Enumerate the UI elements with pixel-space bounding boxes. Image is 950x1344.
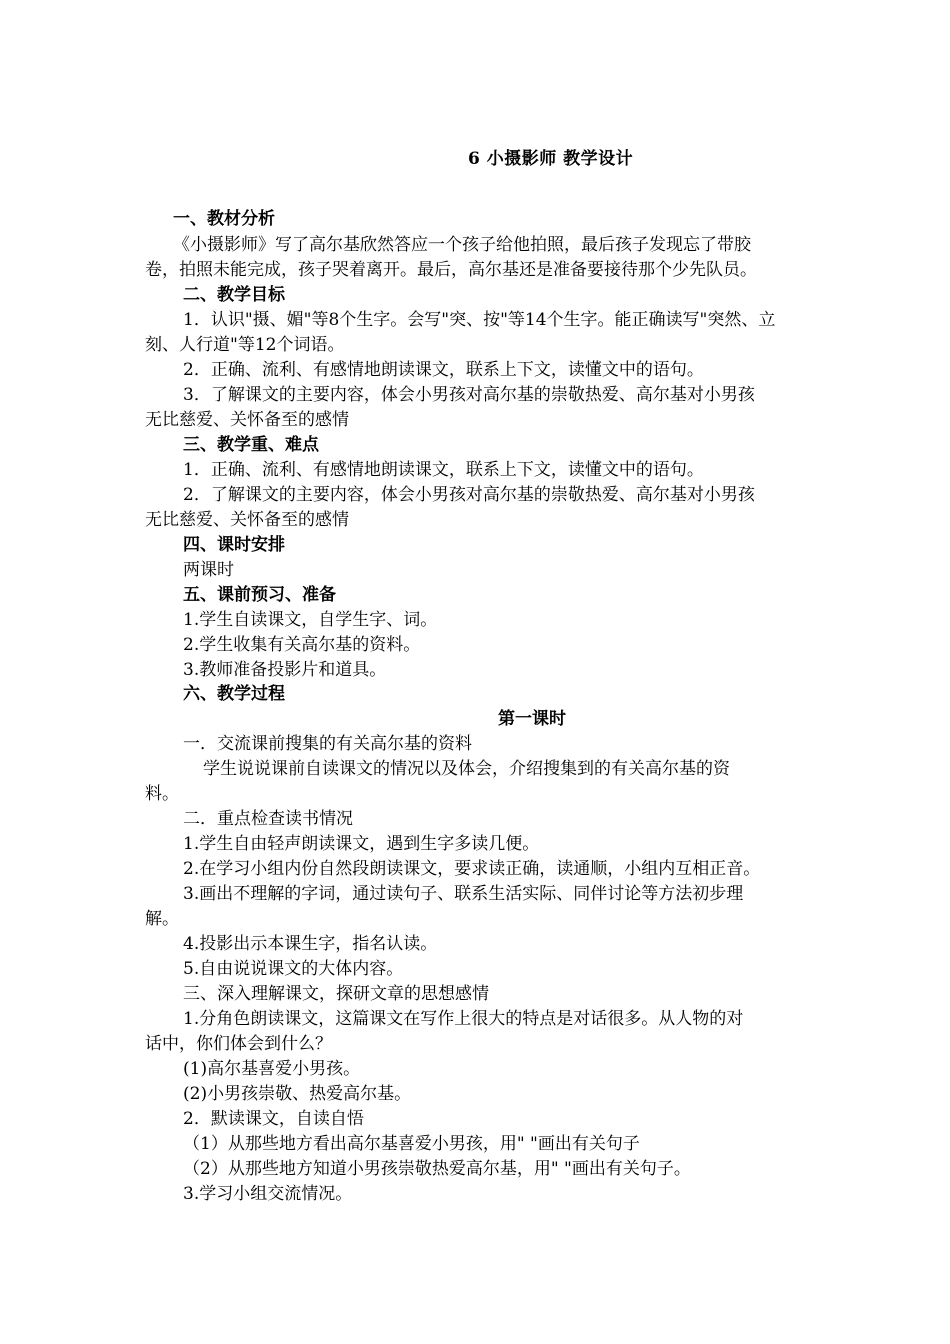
keypoint-line: 1．正确、流利、有感情地朗读课文，联系上下文，读懂文中的语句。 [183, 460, 704, 480]
lesson-line: 二．重点检查读书情况 [183, 809, 353, 829]
lesson-line: 3.学习小组交流情况。 [183, 1184, 353, 1204]
section-heading-keypoints: 三、教学重、难点 [183, 435, 319, 455]
section-heading-goals: 二、教学目标 [183, 285, 285, 305]
lesson-line: 5.自由说说课文的大体内容。 [183, 959, 404, 979]
lesson-line: 学生说说课前自读课文的情况以及体会，介绍搜集到的有关高尔基的资 [203, 759, 730, 779]
section-heading-schedule: 四、课时安排 [183, 535, 285, 555]
lesson-line: 解。 [145, 909, 179, 929]
prep-line: 3.教师准备投影片和道具。 [183, 660, 387, 680]
lesson-line: 三、深入理解课文，探研文章的思想感情 [183, 984, 489, 1004]
section-heading-prep: 五、课前预习、准备 [183, 585, 336, 605]
section-heading-process: 六、教学过程 [183, 684, 285, 704]
lesson-line: 3.画出不理解的字词，通过读句子、联系生活实际、同伴讨论等方法初步理 [183, 884, 744, 904]
lesson-heading: 第一课时 [498, 709, 566, 729]
goal-line: 1．认识"摄、媚"等8个生字。会写"突、按"等14个生字。能正确读写"突然、立 [183, 310, 776, 330]
goal-line: 刻、人行道"等12个词语。 [145, 335, 345, 355]
lesson-line: 话中，你们体会到什么？ [145, 1034, 332, 1054]
lesson-line: 1.分角色朗读课文，这篇课文在写作上很大的特点是对话很多。从人物的对 [183, 1009, 744, 1029]
page-title: 6 小摄影师 教学设计 [468, 149, 634, 169]
section-heading-analysis: 一、教材分析 [173, 209, 275, 229]
keypoint-line: 2．了解课文的主要内容，体会小男孩对高尔基的崇敬热爱、高尔基对小男孩 [183, 485, 755, 505]
prep-line: 1.学生自读课文，自学生字、词。 [183, 610, 438, 630]
lesson-line: (1)高尔基喜爱小男孩。 [183, 1059, 361, 1079]
lesson-line: 2.在学习小组内份自然段朗读课文，要求读正确，读通顺，小组内互相正音。 [183, 859, 761, 879]
analysis-line: 《小摄影师》写了高尔基欣然答应一个孩子给他拍照，最后孩子发现忘了带胶 [173, 235, 751, 255]
lesson-line: 4.投影出示本课生字，指名认读。 [183, 934, 438, 954]
lesson-line: 一．交流课前搜集的有关高尔基的资料 [183, 734, 472, 754]
lesson-line: （1）从那些地方看出高尔基喜爱小男孩，用" "画出有关句子 [183, 1134, 640, 1154]
analysis-line: 卷，拍照未能完成，孩子哭着离开。最后，高尔基还是准备要接待那个少先队员。 [145, 260, 757, 280]
goal-line: 3．了解课文的主要内容，体会小男孩对高尔基的崇敬热爱、高尔基对小男孩 [183, 385, 755, 405]
prep-line: 2.学生收集有关高尔基的资料。 [183, 635, 421, 655]
keypoint-line: 无比慈爱、关怀备至的感情 [145, 510, 349, 530]
lesson-line: (2)小男孩崇敬、热爱高尔基。 [183, 1084, 412, 1104]
lesson-line: 2．默读课文，自读自悟 [183, 1109, 364, 1129]
goal-line: 无比慈爱、关怀备至的感情 [145, 410, 349, 430]
goal-line: 2．正确、流利、有感情地朗读课文，联系上下文，读懂文中的语句。 [183, 360, 704, 380]
lesson-line: 1.学生自由轻声朗读课文，遇到生字多读几便。 [183, 834, 540, 854]
lesson-line: 料。 [145, 784, 179, 804]
lesson-line: （2）从那些地方知道小男孩崇敬热爱高尔基，用" "画出有关句子。 [183, 1159, 691, 1179]
schedule-text: 两课时 [183, 560, 234, 580]
